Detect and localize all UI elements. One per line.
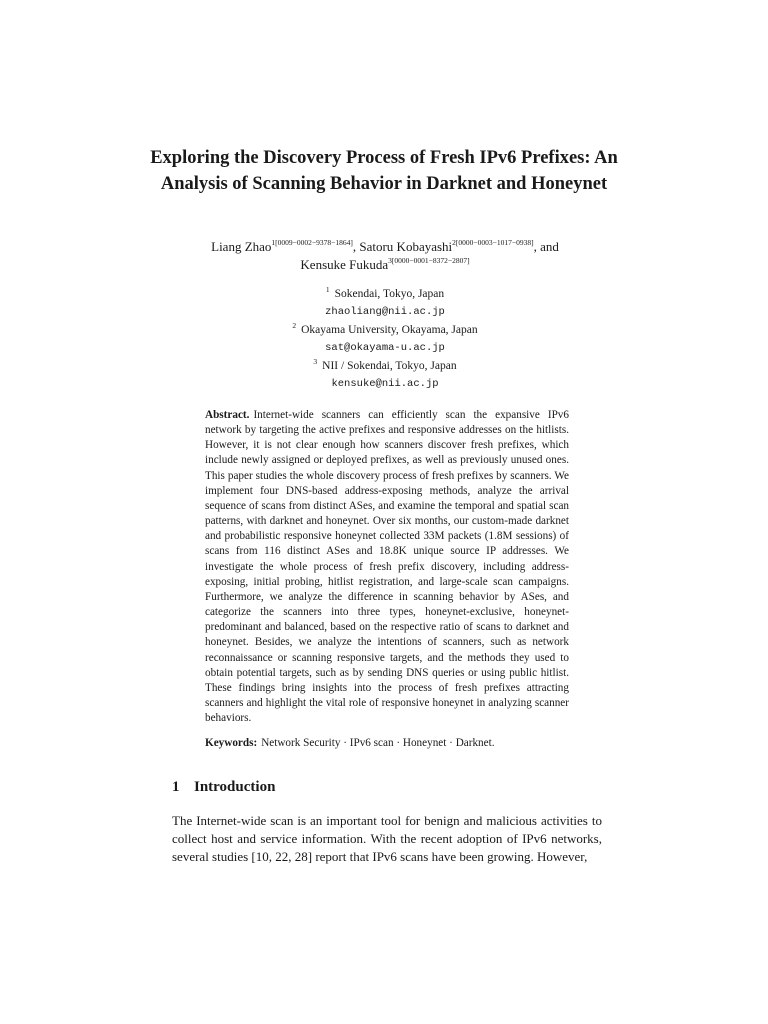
affiliation-number: 3 bbox=[313, 357, 318, 366]
author-name: Liang Zhao bbox=[211, 239, 272, 254]
section-heading bbox=[172, 777, 275, 797]
abstract bbox=[205, 408, 569, 726]
keywords bbox=[205, 736, 569, 751]
author-orcid: 3[0000−0001−8372−2807] bbox=[388, 256, 470, 265]
affiliation: $^2$ Okayama University, Okayama, Japan bbox=[292, 321, 478, 336]
author-name: Satoru Kobayashi bbox=[359, 239, 453, 254]
affiliation-list bbox=[200, 285, 570, 393]
section-title: Introduction bbox=[194, 779, 276, 795]
section-body: The Internet-wide scan is an important tool for benign and malicious activities to collect host and service information. With the recent adoption of IPv6 networks, several studies [10, 22, 28] report that IPv6 scans have been growing. However, bbox=[172, 813, 602, 865]
author-orcid: 1[0009−0002−9378−1864] bbox=[271, 238, 353, 247]
affiliation-number: 1 bbox=[325, 285, 330, 294]
affiliation: $^1$ Sokendai, Tokyo, Japan bbox=[325, 285, 445, 300]
affiliation-email: sat@okayama-u.ac.jp bbox=[325, 342, 445, 354]
affiliation-email: zhaoliang@nii.ac.jp bbox=[325, 306, 445, 318]
affiliation: $^3$ NII / Sokendai, Tokyo, Japan bbox=[313, 357, 457, 372]
author-orcid: 2[0000−0003−1017−0938] bbox=[452, 238, 534, 247]
section-number: 1 bbox=[172, 779, 180, 795]
keywords-text: Network Security · IPv6 scan · Honeynet · Darknet. bbox=[261, 737, 495, 749]
keywords-label: Keywords: bbox=[205, 737, 258, 749]
author-list: Liang Zhao$^{1[0009-0002-9378-1864]}$, Satoru Kobayashi$^{2[0000-0003-1017-0938]}$, and Kensuke Fukuda$^{3[0000-0001-8372-2807]}$ bbox=[211, 238, 559, 272]
affiliation-number: 2 bbox=[292, 321, 297, 330]
abstract-label: Abstract. bbox=[205, 409, 250, 421]
affiliation-email: kensuke@nii.ac.jp bbox=[331, 378, 439, 390]
paper-title: Exploring the Discovery Process of Fresh IPv6 Prefixes: An Analysis of Scanning Behavior in Darknet and Honeynet bbox=[150, 148, 618, 194]
abstract-text: Internet-wide scanners can efficiently scan the expansive IPv6 network by targeting the active prefixes and responsive addresses on the hitlists. However, it is not clear enough how scanners discover fresh prefixes, which include newly assigned or deployed prefixes, as well as previously unused ones. This paper studies the whole discovery process of fresh prefixes by scanners. We implement four DNS-based address-exposing methods, analyze the arrival sequence of scans from distinct ASes, and examine the temporal and spatial scan patterns, with darknet and honeynet. Over six months, our custom-made darknet and probabilistic responsive honeynet collected 33M packets (1.8M sessions) of scans from 116 distinct ASes and 18.8K unique source IP addresses. We investigate the whole process of fresh prefix discovery, including address-exposing, initial probing, hitlist registration, and large-scale scan campaigns. Furthermore, we analyze the difference in scanning behavior by ASes, and categorize the scanners into three types, honeynet-exclusive, honeynet-predominant and balanced, based on the respective ratio of scans to darknet and honeynet. Besides, we analyze the intentions of scanners, such as network reconnaissance or scanning responsive targets, and the methods they used to obtain potential targets, such as by sending DNS queries or using public hitlist. These findings bring insights into the process of fresh prefixes attracting scanners and highlight the vital role of responsive honeynet in analyzing scanner behaviors. bbox=[205, 409, 569, 725]
author-name: Kensuke Fukuda bbox=[300, 257, 389, 272]
